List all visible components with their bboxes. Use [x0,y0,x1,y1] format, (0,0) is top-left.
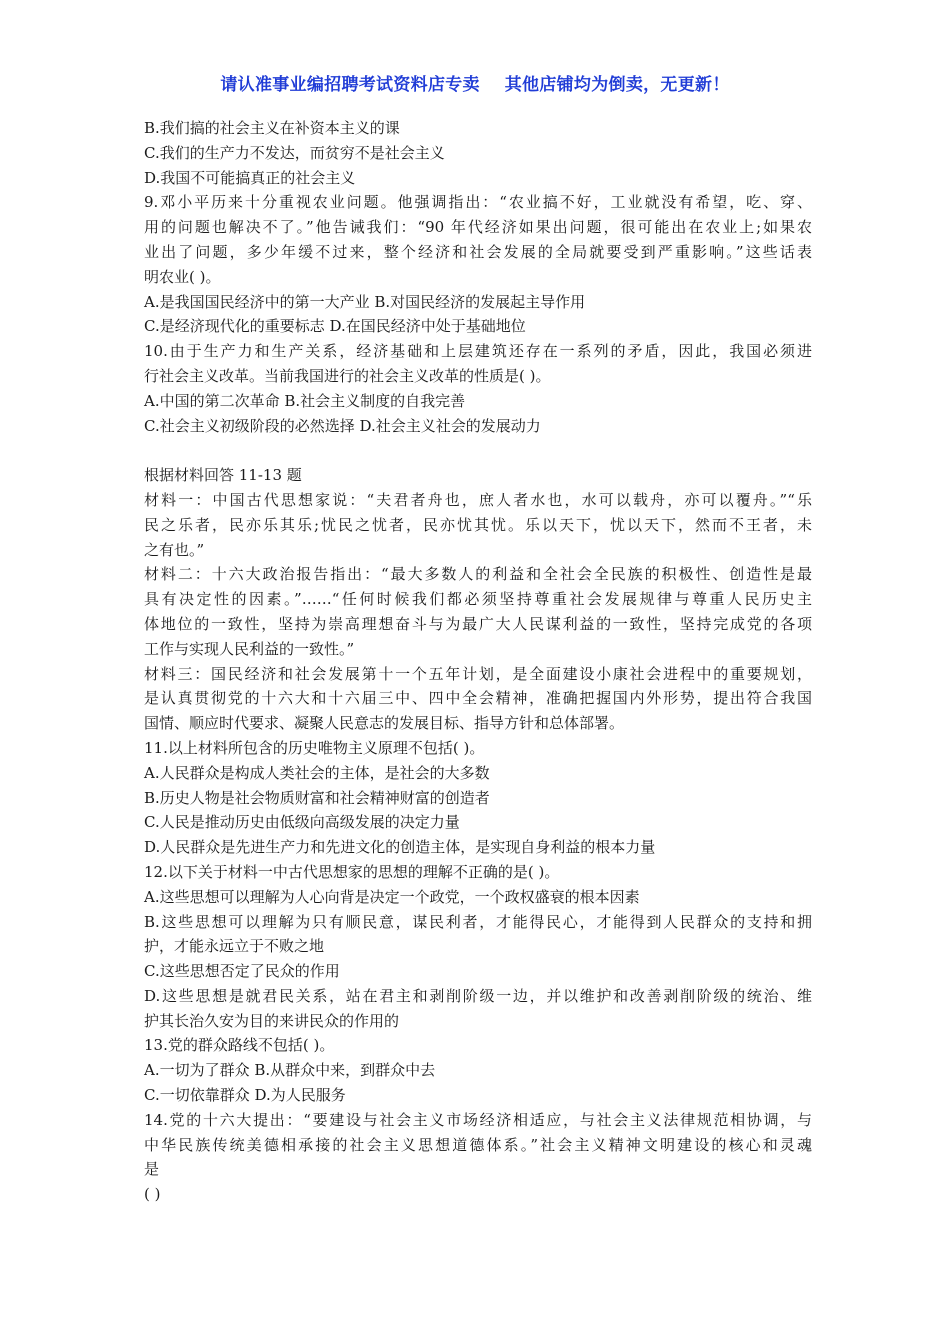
text-line: 14.党的十六大提出：“要建设与社会主义市场经济相适应，与社会主义法律规范相协调，与 [144,1110,812,1129]
text-line: 明农业( )。 [144,267,221,286]
text-line: 11.以上材料所包含的历史唯物主义原理不包括( )。 [144,738,485,757]
text-line: C.人民是推动历史由低级向高级发展的决定力量 [144,813,460,832]
text-line: ( ) [144,1185,161,1204]
header-banner: 请认准事业编招聘考试资料店专卖 其他店铺均为倒卖，无更新！ [220,75,730,95]
text-line: 根据材料回答 11-13 题 [144,466,302,485]
text-line: 护其长治久安为目的来讲民众的作用的 [144,1011,400,1030]
text-line: 之有也。” [144,540,205,559]
text-line: D.我国不可能搞真正的社会主义 [144,168,356,187]
text-line: C.社会主义初级阶段的必然选择 D.社会主义社会的发展动力 [144,416,541,435]
text-line: 民之乐者，民亦乐其乐;忧民之忧者，民亦忧其忧。乐以天下，忧以天下，然而不王者，未 [144,515,812,534]
text-line: 是认真贯彻党的十六大和十六届三中、四中全会精神，准确把握国内外形势，提出符合我国 [144,689,812,708]
text-line: A.这些思想可以理解为人心向背是决定一个政党，一个政权盛衰的根本因素 [144,887,640,906]
text-line: 材料一：中国古代思想家说：“夫君者舟也，庶人者水也，水可以载舟，亦可以覆舟。”“乐 [144,490,812,509]
text-line: 是 [144,1160,160,1179]
text-line: B.我们搞的社会主义在补资本主义的课 [144,119,400,137]
text-line: 护，才能永远立于不败之地 [144,937,325,956]
text-line: C.我们的生产力不发达，而贫穷不是社会主义 [144,143,445,162]
text-line: 9.邓小平历来十分重视农业问题。他强调指出：“农业搞不好，工业就没有希望，吃、穿、 [144,193,812,212]
text-line: 用的问题也解决不了。”他告诫我们：“90 年代经济如果出问题，很可能出在农业上;如果农 [144,218,812,237]
text-line: D.这些思想是就君民关系，站在君主和剥削阶级一边，并以维护和改善剥削阶级的统治、维 [144,986,812,1005]
text-line: C.一切依靠群众 D.为人民服务 [144,1086,346,1105]
text-line: 材料二：十六大政治报告指出：“最大多数人的利益和全社会全民族的积极性、创造性是最 [144,565,812,584]
text-line: 体地位的一致性，坚持为崇高理想奋斗与为最广大人民谋利益的一致性，坚持完成党的各项 [144,614,812,633]
text-line: 业出了问题，多少年缓不过来，整个经济和社会发展的全局就要受到严重影响。”这些话表 [144,242,812,261]
blank-line [144,438,812,463]
text-line: D.人民群众是先进生产力和先进文化的创造主体，是实现自身利益的根本力量 [144,838,656,857]
text-line: 工作与实现人民利益的一致性。” [144,639,355,658]
text-line: A.人民群众是构成人类社会的主体，是社会的大多数 [144,763,490,782]
text-line: 中华民族传统美德相承接的社会主义思想道德体系。”社会主义精神文明建设的核心和灵魂 [144,1135,812,1154]
text-line: 材料三：国民经济和社会发展第十一个五年计划，是全面建设小康社会进程中的重要规划， [144,664,812,683]
text-line: A.中国的第二次革命 B.社会主义制度的自我完善 [144,391,466,410]
document-body [144,116,812,1207]
text-line: 具有决定性的因素。”……“任何时候我们都必须坚持尊重社会发展规律与尊重人民历史主 [144,590,812,609]
text-line: C.是经济现代化的重要标志 D.在国民经济中处于基础地位 [144,317,526,336]
text-line: 12.以下关于材料一中古代思想家的思想的理解不正确的是( )。 [144,862,560,881]
text-line: 13.党的群众路线不包括( )。 [144,1036,335,1055]
text-line: A.一切为了群众 B.从群众中来，到群众中去 [144,1061,436,1080]
text-line: B.这些思想可以理解为只有顺民意，谋民利者，才能得民心，才能得到人民群众的支持和拥 [144,912,812,931]
text-line: C.这些思想否定了民众的作用 [144,962,340,981]
text-line: 国情、顺应时代要求、凝聚人民意志的发展目标、指导方针和总体部署。 [144,714,625,733]
text-line: A.是我国国民经济中的第一大产业 B.对国民经济的发展起主导作用 [144,292,586,311]
text-line: 行社会主义改革。当前我国进行的社会主义改革的性质是( )。 [144,366,551,385]
text-line: B.历史人物是社会物质财富和社会精神财富的创造者 [144,788,490,807]
text-line: 10.由于生产力和生产关系，经济基础和上层建筑还存在一系列的矛盾，因此，我国必须进 [144,342,812,361]
